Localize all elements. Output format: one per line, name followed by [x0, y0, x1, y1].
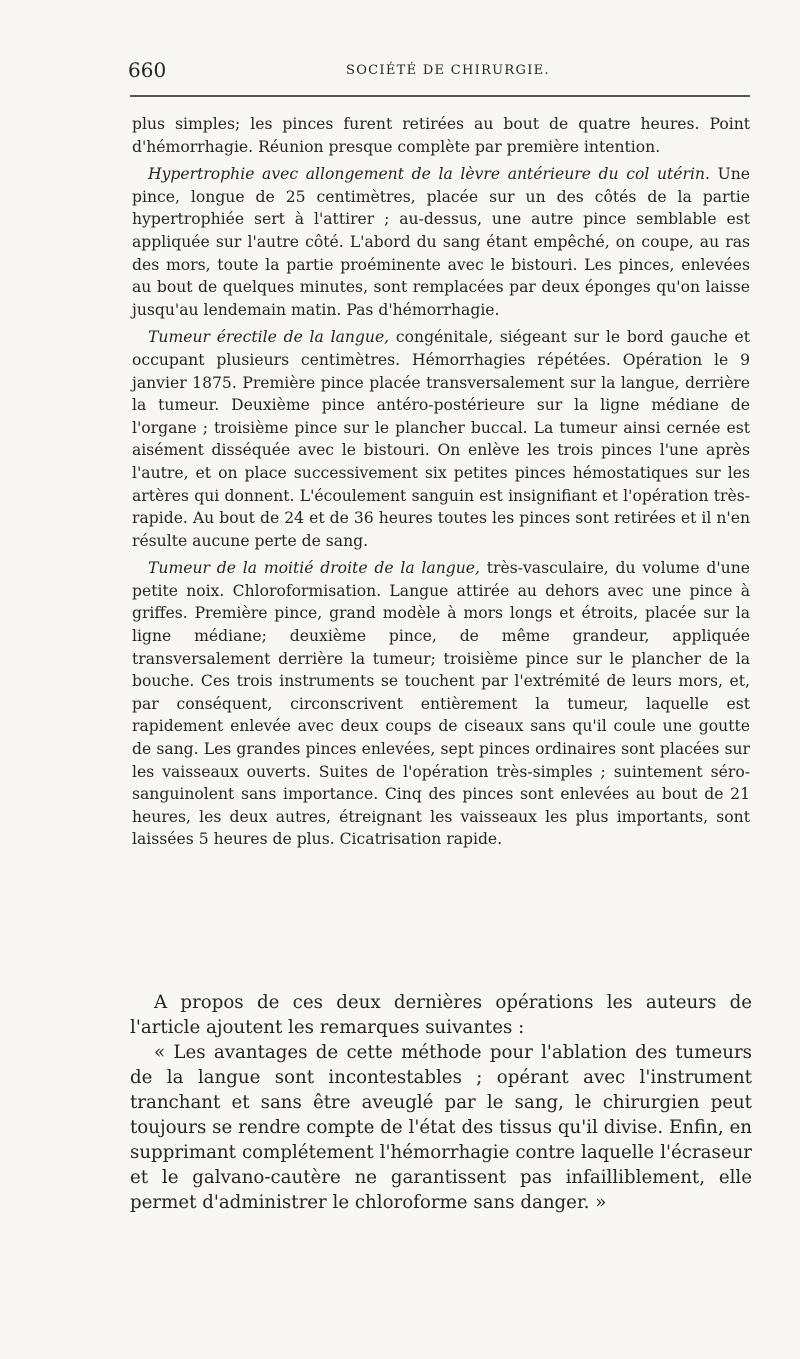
- case-title-col-uterin: Hypertrophie avec allongement de la lèvre antérieure du col utérin.: [148, 165, 710, 184]
- case-text-tumeur-moitie-droite: très-vasculaire, du volume d'une petite noix. Chloroformisation. Langue attirée au dehors avec une pince à griffes. Première pince, grand modèle à mors longs et étroits, placée sur la ligne médiane; deuxième pince, de même grandeur, appliquée transversalement derrière la tumeur; troisième pince sur le plancher de la bouche. Ces trois instruments se touchent par l'extrémité de leurs mors, et, par conséquent, circonscrivent entièrement la tumeur, laquelle est rapidement enlevée avec deux coups de ciseaux sans qu'il coule une goutte de sang. Les grandes pinces enlevées, sept pinces ordinaires sont placées sur les vaisseaux ouverts. Suites de l'opération très-simples ; suintement séro-sanguinolent sans importance. Cinq des pinces sont enlevées au bout de 21 heures, les deux autres, étreignant les vaisseaux les plus importants, sont laissées 5 heures de plus. Cicatrisation rapide.: [132, 559, 750, 849]
- commentary: [130, 990, 752, 1215]
- case-text-tumeur-erectile: congénitale, siégeant sur le bord gauche et occupant plusieurs centimètres. Hémorrhagies répétées. Opération le 9 janvier 1875. Première pince placée transversalement sur la langue, derrière la tumeur. Deuxième pince antéro-postérieure sur la ligne médiane de l'organe ; troisième pince sur le plancher buccal. La tumeur ainsi cernée est aisément disséquée avec le bistouri. On enlève les trois pinces l'une après l'autre, et on place successivement six petites pinces hémostatiques sur les artères qui donnent. L'écoulement sanguin est insignifiant et l'opération très-rapide. Au bout de 24 et de 36 heures toutes les pinces sont retirées et il n'en résulte aucune perte de sang.: [132, 328, 750, 550]
- page-header: [128, 56, 748, 88]
- page-number: 660: [128, 58, 167, 82]
- paragraph-col-uterin: [132, 163, 750, 321]
- case-title-tumeur-moitie-droite: Tumeur de la moitié droite de la langue,: [148, 559, 480, 578]
- header-rule: [130, 95, 750, 97]
- paragraph-tumeur-erectile: [132, 326, 750, 552]
- paragraph-citation: « Les avantages de cette méthode pour l'ablation des tumeurs de la langue sont incontestables ; opérant avec l'instrument tranchant et sans être aveuglé par le sang, le chirurgien peut toujours se rendre compte de l'état des tissus qu'il divise. Enfin, en supprimant complétement l'hémorrhagie contre laquelle l'écraseur et le galvano-cautère ne garantissent pas infailliblement, elle permet d'administrer le chloroforme sans danger. »: [130, 1042, 752, 1213]
- case-title-tumeur-erectile: Tumeur érectile de la langue,: [148, 328, 390, 347]
- paragraph-tumeur-moitie-droite: [132, 557, 750, 851]
- paragraph-continuation: plus simples; les pinces furent retirées au bout de quatre heures. Point d'hémorrhagie. Réunion presque complète par première intention.: [132, 115, 750, 156]
- case-reports: [132, 113, 750, 851]
- case-text-col-uterin: Une pince, longue de 25 centimètres, placée sur un des côtés de la partie hypertrophiée sert à l'attirer ; au-dessus, une autre pince semblable est appliquée sur l'autre côté. L'abord du sang étant empêché, on coupe, au ras des mors, toute la partie proéminente avec le bistouri. Les pinces, enlevées au bout de quelques minutes, sont remplacées par deux éponges qu'on laisse jusqu'au lendemain matin. Pas d'hémorrhagie.: [132, 165, 750, 319]
- running-head: SOCIÉTÉ DE CHIRURGIE.: [346, 63, 550, 78]
- paragraph-remarques-intro: A propos de ces deux dernières opérations les auteurs de l'article ajoutent les remarques suivantes :: [130, 992, 752, 1038]
